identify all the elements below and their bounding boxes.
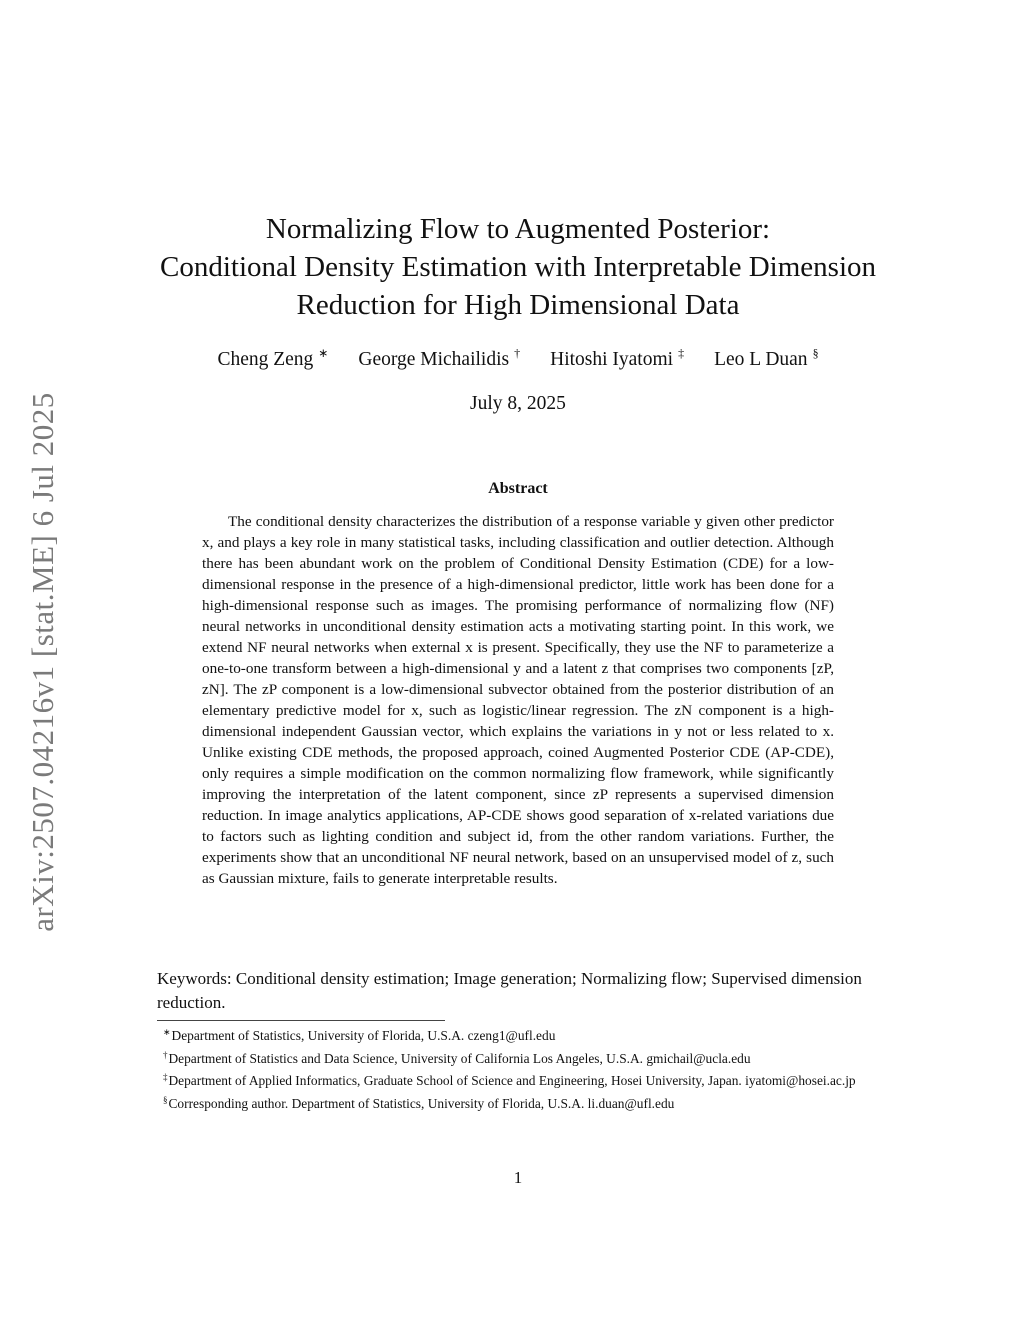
footnote-divider bbox=[157, 1020, 445, 1021]
footnote-text: Department of Applied Informatics, Graduate School of Science and Engineering, Hosei University, Japan. iyatomi@hosei.ac.jp bbox=[168, 1073, 856, 1088]
footnote-text: Corresponding author. Department of Statistics, University of Florida, U.S.A. li.duan@ufl.edu bbox=[168, 1095, 675, 1111]
arxiv-identifier-stamp bbox=[15, 372, 71, 952]
paper-title bbox=[130, 210, 906, 324]
author bbox=[217, 346, 328, 371]
author-name: Cheng Zeng bbox=[217, 349, 314, 370]
author-footnote-mark: † bbox=[514, 346, 521, 360]
footnote-text: Department of Statistics, University of Florida, U.S.A. czeng1@ufl.edu bbox=[171, 1028, 556, 1043]
footnote-text: Department of Statistics and Data Science, University of California Los Angeles, U.S.A. gmichail@ucla.edu bbox=[168, 1050, 751, 1066]
footnote-mark: † bbox=[163, 1049, 168, 1060]
title-line: Reduction for High Dimensional Data bbox=[296, 289, 740, 321]
arxiv-identifier-text: arXiv:2507.04216v1 [stat.ME] 6 Jul 2025 bbox=[25, 392, 61, 932]
title-line: Normalizing Flow to Augmented Posterior: bbox=[265, 213, 771, 245]
footnote bbox=[157, 1068, 879, 1091]
author-list bbox=[130, 346, 906, 371]
footnotes bbox=[157, 1023, 879, 1113]
author-footnote-mark: ‡ bbox=[678, 346, 685, 360]
author bbox=[550, 346, 684, 371]
author-footnote-mark: ∗ bbox=[318, 346, 329, 360]
author-name: George Michailidis bbox=[358, 349, 510, 370]
footnote-mark: ∗ bbox=[163, 1027, 171, 1037]
footnote-mark: § bbox=[163, 1094, 168, 1105]
publication-date: July 8, 2025 bbox=[470, 393, 566, 414]
footnote bbox=[157, 1091, 879, 1114]
title-line: Conditional Density Estimation with Interpretable Dimension bbox=[159, 251, 877, 283]
abstract-body: The conditional density characterizes the distribution of a response variable y given other predictor x, and plays a key role in many statistical tasks, including classification and outlier detection. Although there has been abundant work on the problem of Conditional Density Estimation (CDE) for a low-dimensional response in the presence of a high-dimensional predictor, little work has been done for a high-dimensional response such as images. The promising performance of normalizing flow (NF) neural networks in unconditional density estimation acts a motivating starting point. In this work, we extend NF neural networks when external x is present. Specifically, they use the NF to parameterize a one-to-one transform between a high-dimensional y and a latent z that comprises two components [zP, zN]. The zP component is a low-dimensional subvector obtained from the posterior distribution of an elementary predictive model for x, such as logistic/linear regression. The zN component is a high-dimensional independent Gaussian vector, which explains the variations in y not or less related to x. Unlike existing CDE methods, the proposed approach, coined Augmented Posterior CDE (AP-CDE), only requires a simple modification on the common normalizing flow framework, while significantly improving the interpretation of the latent component, since zP represents a supervised dimension reduction. In image analytics applications, AP-CDE shows good separation of x-related variations due to factors such as lighting condition and subject id, from the other random variations. Further, the experiments show that an unconditional NF neural network, based on an unsupervised model of z, such as Gaussian mixture, fails to generate interpretable results. bbox=[202, 513, 834, 887]
author bbox=[714, 346, 819, 371]
author-name: Hitoshi Iyatomi bbox=[550, 349, 674, 370]
author bbox=[358, 346, 520, 371]
keywords: Keywords: Conditional density estimation; Image generation; Normalizing flow; Supervised dimension reduction. bbox=[157, 969, 862, 1012]
footnote bbox=[157, 1023, 879, 1046]
abstract-heading: Abstract bbox=[488, 480, 548, 497]
footnote bbox=[157, 1046, 879, 1069]
page-number: 1 bbox=[513, 1168, 523, 1187]
author-name: Leo L Duan bbox=[714, 349, 808, 370]
author-footnote-mark: § bbox=[812, 346, 819, 360]
footnote-mark: ‡ bbox=[163, 1072, 168, 1082]
